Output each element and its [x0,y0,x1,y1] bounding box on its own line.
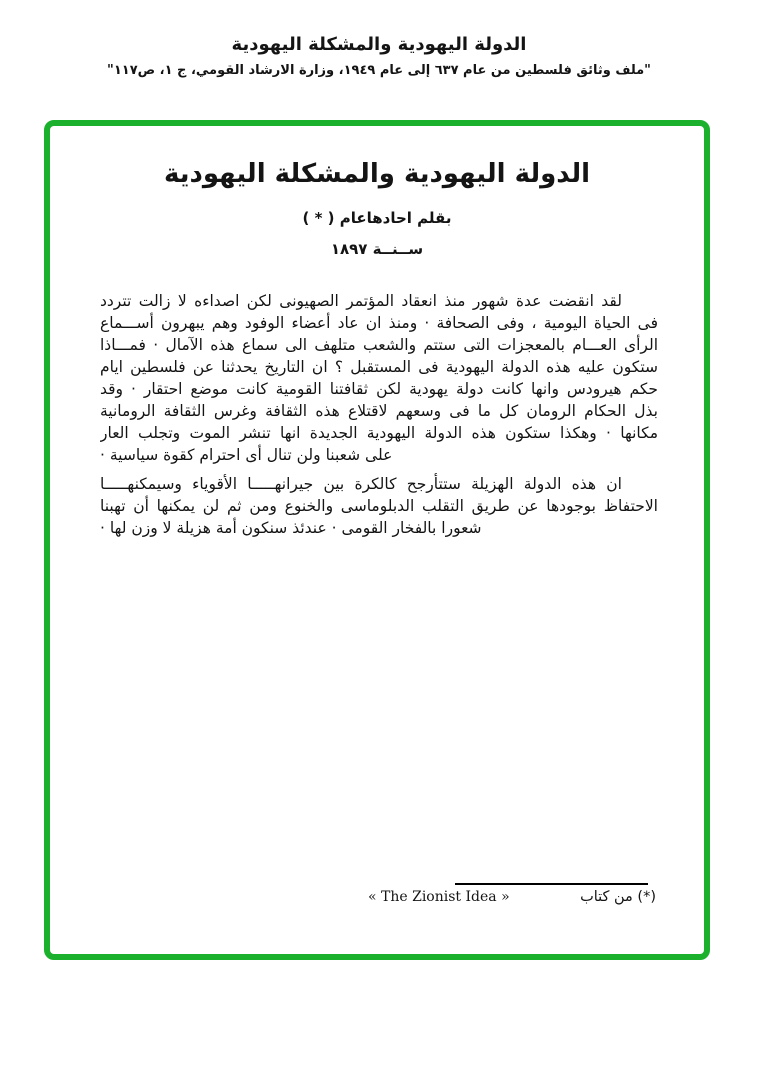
body-line: مكانها · وهكذا ستكون هذه الدولة اليهودية الجديدة انها تنشر الموت وتجلب العار [100,424,658,442]
document-year: ســنــة ١٨٩٧ [330,240,424,258]
footnote-divider [455,883,648,885]
document-title: الدولة اليهودية والمشكلة اليهودية [163,159,591,189]
footnote [368,889,656,905]
paragraph [100,290,658,466]
body-line: حكم هيرودس وانها كانت دولة يهودية لكن ثقافتنا القومية كانت موضع احتقار · وقد [100,380,658,398]
page-title: الدولة اليهودية والمشكلة اليهودية [231,34,527,55]
footnote-marker: (*) من كتاب [580,889,656,905]
document-body [50,290,704,539]
body-line: شعورا بالفخار القومى · عندئذ سنكون أمة هزيلة لا وزن لها · [100,519,482,537]
body-line: الاحتفاظ بوجودها عن طريق التقلب الدبلوماسى والخنوع ومن ثم لن يمكنها أن تهبنا [100,497,658,515]
body-line: فى الحياة اليومية ، وفى الصحافة · ومنذ ان عاد أعضاء الوفود وهم يبهرون أســـماع [100,314,658,332]
body-line: على شعبنا ولن تنال أى احترام كقوة سياسية · [100,446,393,464]
body-line: ان هذه الدولة الهزيلة ستتأرجح كالكرة بين جيرانهـــــا الأقوياء وسيمكنهـــــا [100,475,622,493]
body-line: الرأى العـــام بالمعجزات التى ستتم والشعب متلهف الى سماع هذه الآمال · فمـــاذا [100,336,658,354]
body-line: ستكون عليه هذه الدولة اليهودية فى المستقبل ؟ ان التاريخ يحدثنا عن فلسطين ايام [100,358,658,376]
page-header [0,0,758,80]
body-line: لقد انقضت عدة شهور منذ انعقاد المؤتمر الصهيونى لكن اصداءه لا زالت تتردد [100,292,622,310]
paragraph [100,473,658,539]
document-byline: بقلم احادهاعام ( * ) [302,209,452,227]
source-citation: "ملف وثائق فلسطين من عام ٦٣٧ إلى عام ١٩٤٩، وزارة الارشاد القومي، ج ١، ص١١٧" [107,63,651,78]
body-line: بذل الحكام الرومان كل ما فى وسعهم لاقتلاع هذه الثقافة وغرس الثقافة الرومانية [100,402,658,420]
footnote-book-title: « The Zionist Idea » [368,889,510,905]
document-frame [44,120,710,960]
